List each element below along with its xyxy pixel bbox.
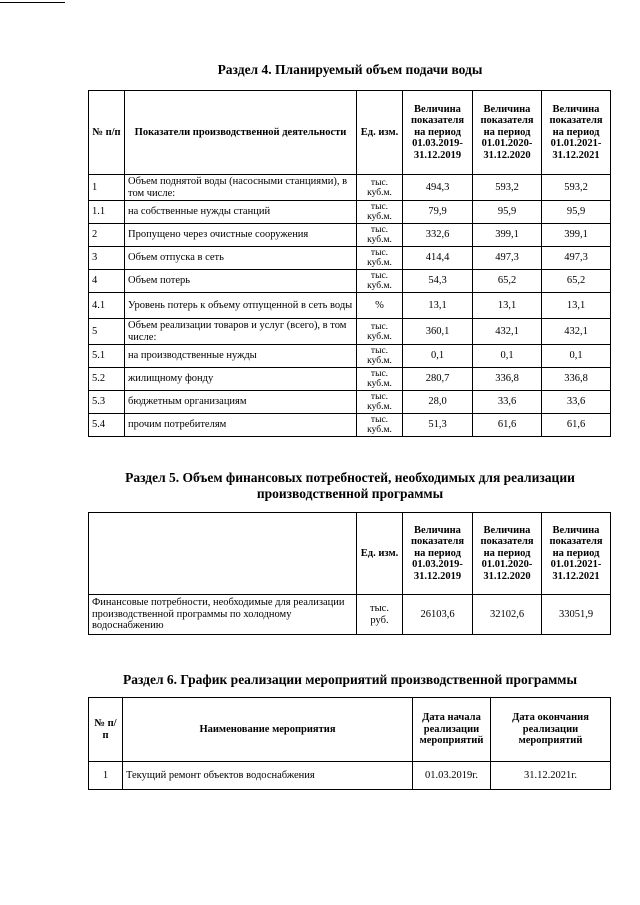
row-value-2019: 79,9 [403, 201, 473, 224]
row-name: Финансовые потребности, необходимые для реализации производственной программы по холодному водоснабжению [89, 595, 357, 635]
table-header-row [89, 513, 611, 595]
row-name: прочим потребителям [125, 414, 357, 437]
row-num: 4.1 [89, 293, 125, 319]
header-num: № п/п [89, 91, 125, 175]
row-name: бюджетным организациям [125, 391, 357, 414]
section5-title [70, 470, 630, 502]
row-value-2020: 32102,6 [473, 595, 542, 635]
row-value-2021: 13,1 [542, 293, 611, 319]
row-value-2019: 28,0 [403, 391, 473, 414]
header-empty [89, 513, 357, 595]
row-name: жилищному фонду [125, 368, 357, 391]
row-num: 4 [89, 270, 125, 293]
header-period-2021: Величина показателя на период 01.01.2021-31.12.2021 [542, 91, 611, 175]
row-unit: тыс. куб.м. [357, 201, 403, 224]
row-unit: тыс. куб.м. [357, 175, 403, 201]
row-value-2021: 61,6 [542, 414, 611, 437]
header-period-2020: Величина показателя на период 01.01.2020-31.12.2020 [473, 91, 542, 175]
row-name: на производственные нужды [125, 345, 357, 368]
header-period-2019: Величина показателя на период 01.03.2019-31.12.2019 [403, 91, 473, 175]
row-value-2019: 494,3 [403, 175, 473, 201]
row-value-2019: 26103,6 [403, 595, 473, 635]
row-value-2021: 336,8 [542, 368, 611, 391]
row-value-2021: 0,1 [542, 345, 611, 368]
row-value-2020: 61,6 [473, 414, 542, 437]
row-name: Объем поднятой воды (насосными станциями), в том числе: [125, 175, 357, 201]
table-row [89, 247, 611, 270]
row-num: 5.1 [89, 345, 125, 368]
header-end-date: Дата окончания реализации мероприятий [491, 698, 611, 762]
table-row [89, 224, 611, 247]
row-num: 1 [89, 175, 125, 201]
table-header-row [89, 698, 611, 762]
row-value-2019: 332,6 [403, 224, 473, 247]
row-num: 5.3 [89, 391, 125, 414]
row-unit: тыс. куб.м. [357, 247, 403, 270]
row-unit: тыс. куб.м. [357, 345, 403, 368]
row-value-2020: 65,2 [473, 270, 542, 293]
row-end-date: 31.12.2021г. [491, 762, 611, 790]
row-value-2021: 399,1 [542, 224, 611, 247]
table-row [89, 270, 611, 293]
row-value-2020: 336,8 [473, 368, 542, 391]
row-unit: тыс. куб.м. [357, 391, 403, 414]
row-value-2021: 593,2 [542, 175, 611, 201]
table-row [89, 391, 611, 414]
row-unit: тыс. руб. [357, 595, 403, 635]
row-name: Объем отпуска в сеть [125, 247, 357, 270]
row-value-2019: 280,7 [403, 368, 473, 391]
table-row [89, 368, 611, 391]
row-value-2019: 360,1 [403, 319, 473, 345]
row-value-2020: 399,1 [473, 224, 542, 247]
section4-table [88, 90, 611, 437]
table-row [89, 762, 611, 790]
section4-title: Раздел 4. Планируемый объем подачи воды [217, 62, 483, 77]
row-name: Текущий ремонт объектов водоснабжения [123, 762, 413, 790]
row-unit: тыс. куб.м. [357, 224, 403, 247]
table-row [89, 293, 611, 319]
section5-title-line2: производственной программы [256, 486, 444, 501]
row-value-2021: 95,9 [542, 201, 611, 224]
header-start-date: Дата начала реализации мероприятий [413, 698, 491, 762]
row-unit: тыс. куб.м. [357, 414, 403, 437]
row-value-2020: 497,3 [473, 247, 542, 270]
row-value-2019: 13,1 [403, 293, 473, 319]
row-unit: тыс. куб.м. [357, 270, 403, 293]
row-value-2019: 0,1 [403, 345, 473, 368]
table-row [89, 595, 611, 635]
header-period-2021: Величина показателя на период 01.01.2021-31.12.2021 [542, 513, 611, 595]
row-num: 5.2 [89, 368, 125, 391]
row-unit: % [357, 293, 403, 319]
table-row [89, 345, 611, 368]
row-unit: тыс. куб.м. [357, 368, 403, 391]
row-num: 2 [89, 224, 125, 247]
row-value-2020: 432,1 [473, 319, 542, 345]
row-unit: тыс. куб.м. [357, 319, 403, 345]
row-value-2021: 33051,9 [542, 595, 611, 635]
row-num: 3 [89, 247, 125, 270]
header-num: № п/п [89, 698, 123, 762]
row-name: Пропущено через очистные сооружения [125, 224, 357, 247]
table-row [89, 201, 611, 224]
row-name: Объем потерь [125, 270, 357, 293]
row-value-2021: 432,1 [542, 319, 611, 345]
row-value-2020: 0,1 [473, 345, 542, 368]
corner-mark-line [0, 2, 65, 3]
table-row [89, 414, 611, 437]
row-value-2021: 497,3 [542, 247, 611, 270]
row-value-2019: 54,3 [403, 270, 473, 293]
row-value-2020: 33,6 [473, 391, 542, 414]
row-num: 1 [89, 762, 123, 790]
header-name: Наименование мероприятия [123, 698, 413, 762]
row-value-2021: 65,2 [542, 270, 611, 293]
row-num: 1.1 [89, 201, 125, 224]
row-value-2020: 95,9 [473, 201, 542, 224]
row-value-2020: 593,2 [473, 175, 542, 201]
header-period-2019: Величина показателя на период 01.03.2019-31.12.2019 [403, 513, 473, 595]
row-value-2020: 13,1 [473, 293, 542, 319]
row-num: 5 [89, 319, 125, 345]
section6-title: Раздел 6. График реализации мероприятий производственной программы [122, 672, 578, 687]
section6-table [88, 697, 611, 790]
row-start-date: 01.03.2019г. [413, 762, 491, 790]
header-indicator: Показатели производственной деятельности [125, 91, 357, 175]
row-name: на собственные нужды станций [125, 201, 357, 224]
section5-title-line1: Раздел 5. Объем финансовых потребностей, необходимых для реализации [125, 470, 575, 485]
row-value-2021: 33,6 [542, 391, 611, 414]
table-header-row [89, 91, 611, 175]
header-unit: Ед. изм. [357, 513, 403, 595]
row-value-2019: 51,3 [403, 414, 473, 437]
row-name: Уровень потерь к объему отпущенной в сеть воды [125, 293, 357, 319]
table-row [89, 319, 611, 345]
header-period-2020: Величина показателя на период 01.01.2020-31.12.2020 [473, 513, 542, 595]
section5-table [88, 512, 611, 635]
row-num: 5.4 [89, 414, 125, 437]
row-name: Объем реализации товаров и услуг (всего), в том числе: [125, 319, 357, 345]
row-value-2019: 414,4 [403, 247, 473, 270]
table-row [89, 175, 611, 201]
header-unit: Ед. изм. [357, 91, 403, 175]
